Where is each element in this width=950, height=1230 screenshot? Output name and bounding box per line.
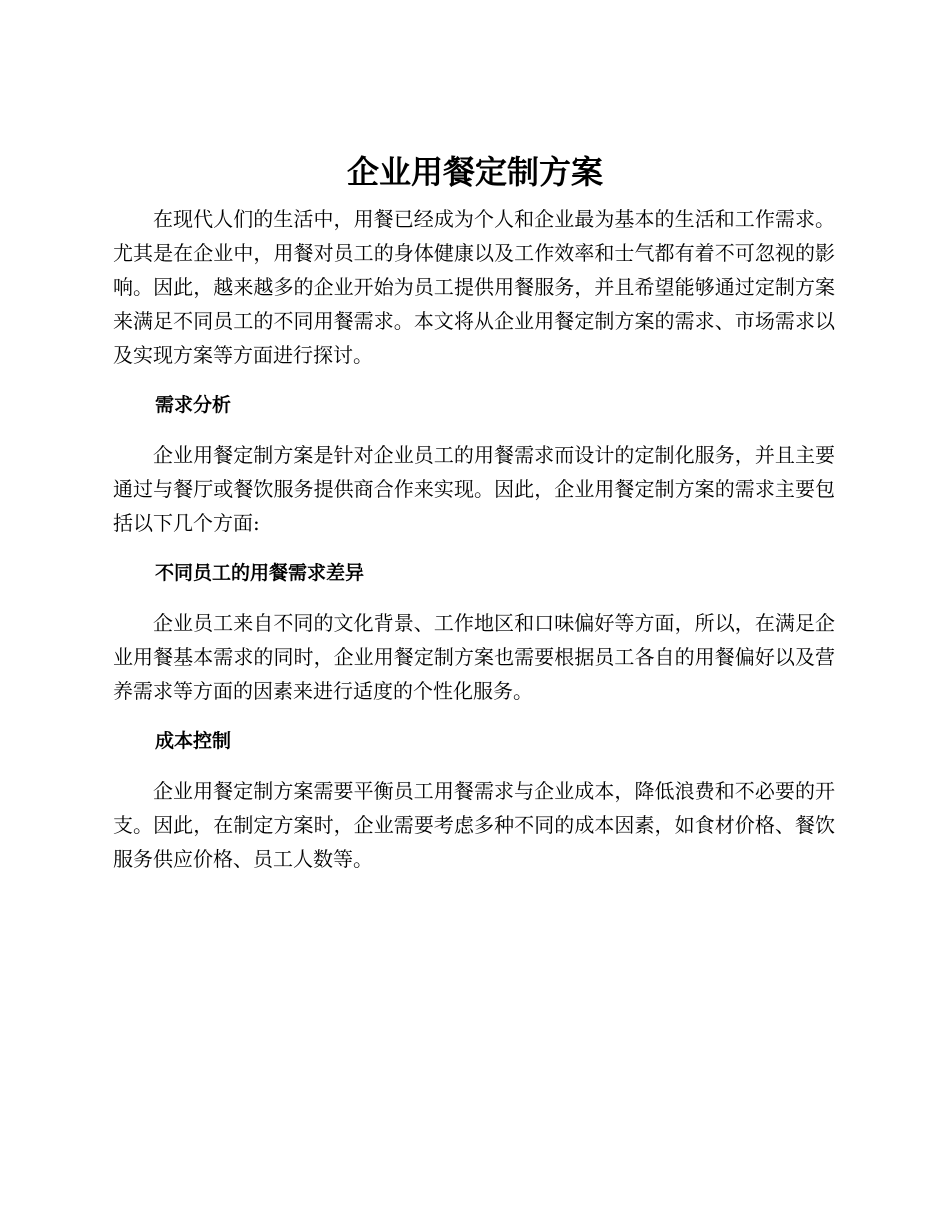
document-body	[113, 202, 835, 876]
intro-paragraph: 在现代人们的生活中，用餐已经成为个人和企业最为基本的生活和工作需求。尤其是在企业中，用餐对员工的身体健康以及工作效率和士气都有着不可忽视的影响。因此，越来越多的企业开始为员工提供用餐服务，并且希望能够通过定制方案来满足不同员工的不同用餐需求。本文将从企业用餐定制方案的需求、市场需求以及实现方案等方面进行探讨。	[113, 207, 835, 367]
document-title: 企业用餐定制方案	[346, 153, 603, 191]
section-heading-employee-differences: 不同员工的用餐需求差异	[155, 562, 365, 584]
section-heading-requirements: 需求分析	[155, 394, 232, 416]
section-heading-cost-control: 成本控制	[155, 730, 232, 752]
section-paragraph-requirements: 企业用餐定制方案是针对企业员工的用餐需求而设计的定制化服务，并且主要通过与餐厅或餐饮服务提供商合作来实现。因此，企业用餐定制方案的需求主要包括以下几个方面:	[113, 443, 835, 535]
section-paragraph-employee-differences: 企业员工来自不同的文化背景、工作地区和口味偏好等方面，所以，在满足企业用餐基本需求的同时，企业用餐定制方案也需要根据员工各自的用餐偏好以及营养需求等方面的因素来进行适度的个性化服务。	[113, 611, 835, 703]
section-paragraph-cost-control: 企业用餐定制方案需要平衡员工用餐需求与企业成本，降低浪费和不必要的开支。因此，在制定方案时，企业需要考虑多种不同的成本因素，如食材价格、餐饮服务供应价格、员工人数等。	[113, 779, 835, 871]
